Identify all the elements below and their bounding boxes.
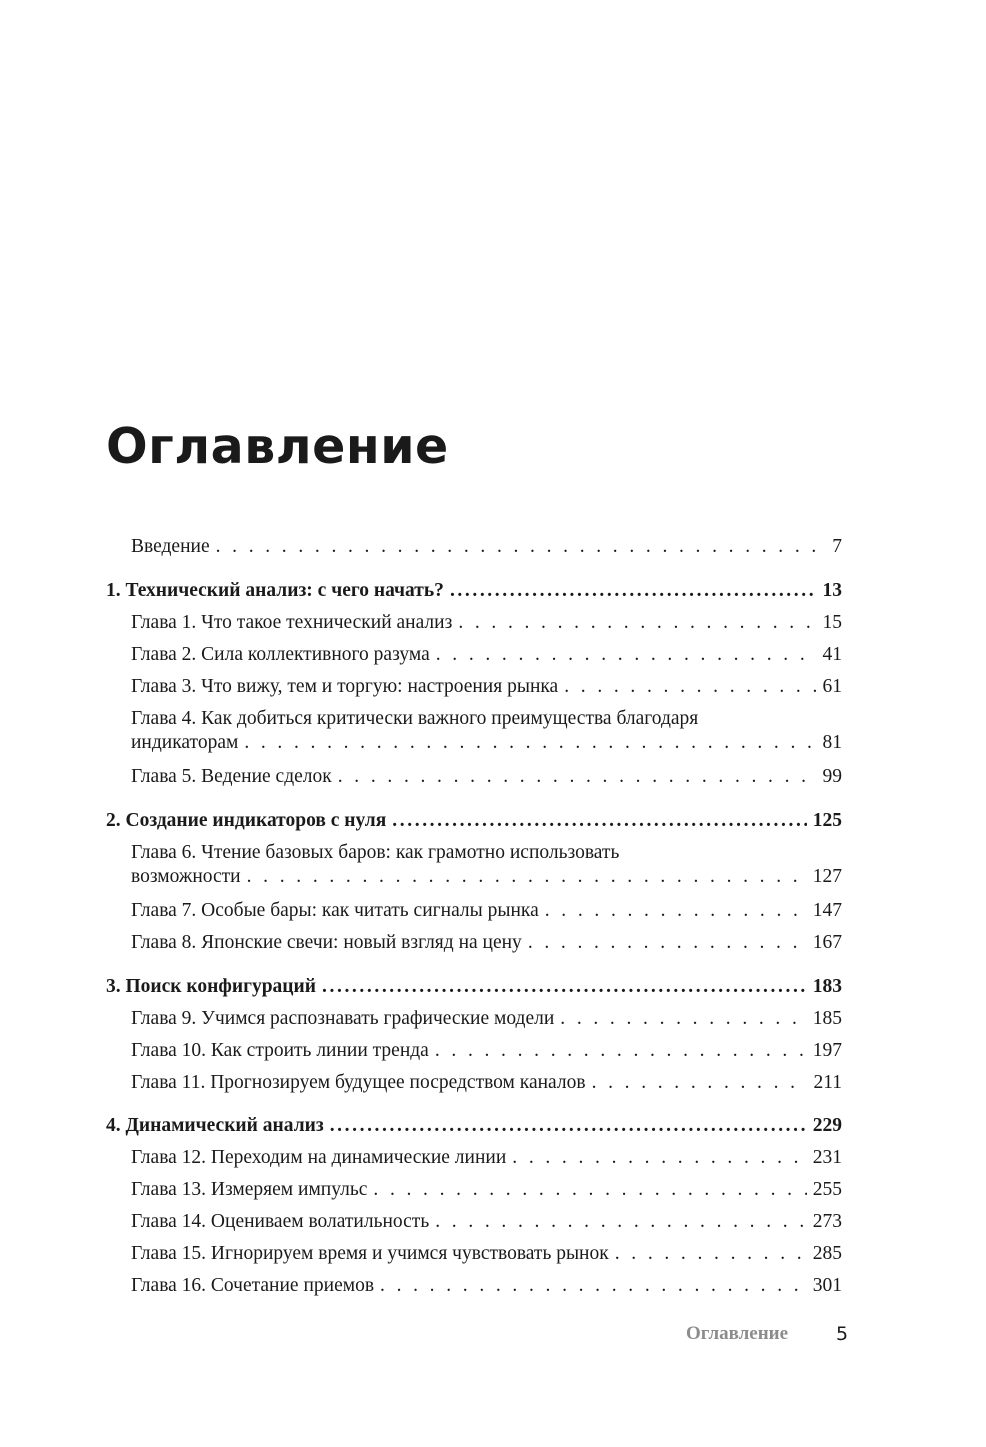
toc-page-number: 125 bbox=[812, 810, 842, 831]
toc-chapter-label: Глава 1. Что такое технический анализ bbox=[131, 612, 453, 633]
toc-page-number: 211 bbox=[813, 1072, 842, 1093]
toc-chapter-15[interactable] bbox=[106, 1242, 842, 1266]
toc-chapter-label: Глава 9. Учимся распознавать графические модели bbox=[131, 1008, 555, 1029]
toc-chapter-label: Глава 8. Японские свечи: новый взгляд на цену bbox=[131, 932, 522, 953]
toc-page-number: 15 bbox=[822, 612, 842, 633]
dot-leader bbox=[615, 1242, 807, 1266]
dot-leader bbox=[338, 765, 817, 789]
toc-page-number: 229 bbox=[812, 1115, 842, 1136]
toc-chapter-8[interactable] bbox=[106, 931, 842, 955]
toc-page-number: 197 bbox=[812, 1040, 842, 1061]
toc-page-number: 185 bbox=[812, 1008, 842, 1029]
toc-chapter-label: Глава 5. Ведение сделок bbox=[131, 766, 332, 787]
toc-entry-intro[interactable] bbox=[106, 535, 842, 559]
toc-page-number: 13 bbox=[822, 580, 842, 601]
toc-page-number: 81 bbox=[822, 732, 842, 753]
toc-page-number: 231 bbox=[812, 1147, 842, 1168]
toc-page-number: 147 bbox=[812, 900, 842, 921]
page-title: Оглавление bbox=[106, 418, 449, 475]
dot-leader bbox=[373, 1178, 806, 1202]
toc-chapter-label: Глава 16. Сочетание приемов bbox=[131, 1275, 375, 1296]
dot-leader bbox=[435, 1210, 807, 1234]
dot-leader bbox=[545, 899, 807, 923]
toc-part-4[interactable] bbox=[106, 1114, 842, 1138]
toc-part-label: 3. Поиск конфигураций bbox=[106, 976, 317, 997]
toc-page-number: 255 bbox=[812, 1179, 842, 1200]
toc-chapter-11[interactable] bbox=[106, 1071, 842, 1095]
toc-chapter-3[interactable] bbox=[106, 675, 842, 699]
toc-chapter-label: Глава 3. Что вижу, тем и торгую: настроения рынка bbox=[131, 676, 559, 697]
toc-chapter-label: Глава 2. Сила коллективного разума bbox=[131, 644, 430, 665]
toc-chapter-label-line2: индикаторам bbox=[131, 732, 239, 753]
dot-leader bbox=[322, 975, 807, 999]
toc-page-number: 99 bbox=[822, 766, 842, 787]
dot-leader bbox=[458, 611, 816, 635]
dot-leader bbox=[512, 1146, 806, 1170]
toc-part-label: 4. Динамический анализ bbox=[106, 1115, 324, 1136]
toc-page-number: 301 bbox=[812, 1275, 842, 1296]
dot-leader bbox=[216, 535, 827, 559]
toc-chapter-4[interactable] bbox=[106, 707, 842, 755]
toc-chapter-label: Глава 15. Игнорируем время и учимся чувствовать рынок bbox=[131, 1243, 609, 1264]
toc-part-1[interactable] bbox=[106, 579, 842, 603]
dot-leader bbox=[450, 579, 817, 603]
toc-chapter-label-line1: Глава 6. Чтение базовых баров: как грамотно использовать bbox=[131, 842, 620, 863]
toc-chapter-label: Глава 7. Особые бары: как читать сигналы рынка bbox=[131, 900, 539, 921]
dot-leader bbox=[380, 1274, 807, 1298]
toc-part-label: 1. Технический анализ: с чего начать? bbox=[106, 580, 444, 601]
toc-chapter-13[interactable] bbox=[106, 1178, 842, 1202]
dot-leader bbox=[560, 1007, 806, 1031]
toc-chapter-2[interactable] bbox=[106, 643, 842, 667]
toc-page-number: 61 bbox=[822, 676, 842, 697]
toc-page-number: 167 bbox=[812, 932, 842, 953]
toc-part-3[interactable] bbox=[106, 975, 842, 999]
toc-page-number: 7 bbox=[832, 536, 842, 557]
running-title: Оглавление bbox=[686, 1323, 789, 1344]
toc-chapter-6[interactable] bbox=[106, 841, 842, 889]
toc-chapter-label: Глава 13. Измеряем импульс bbox=[131, 1179, 368, 1200]
dot-leader bbox=[244, 731, 816, 755]
toc-chapter-9[interactable] bbox=[106, 1007, 842, 1031]
toc-chapter-label: Глава 11. Прогнозируем будущее посредством каналов bbox=[131, 1072, 586, 1093]
dot-leader bbox=[564, 675, 816, 699]
toc-page-number: 285 bbox=[812, 1243, 842, 1264]
dot-leader bbox=[528, 931, 807, 955]
toc-page-number: 127 bbox=[812, 866, 842, 887]
dot-leader bbox=[330, 1114, 807, 1138]
toc-page-number: 41 bbox=[822, 644, 842, 665]
dot-leader bbox=[392, 809, 806, 833]
toc-chapter-16[interactable] bbox=[106, 1274, 842, 1298]
toc-page-number: 183 bbox=[812, 976, 842, 997]
toc-part-label: 2. Создание индикаторов с нуля bbox=[106, 810, 387, 831]
toc-part-2[interactable] bbox=[106, 809, 842, 833]
dot-leader bbox=[592, 1071, 808, 1095]
toc-chapter-10[interactable] bbox=[106, 1039, 842, 1063]
toc-chapter-5[interactable] bbox=[106, 765, 842, 789]
toc-chapter-label: Глава 12. Переходим на динамические линии bbox=[131, 1147, 507, 1168]
toc-chapter-1[interactable] bbox=[106, 611, 842, 635]
dot-leader bbox=[435, 1039, 807, 1063]
toc-entry-label: Введение bbox=[131, 536, 210, 557]
page-number: 5 bbox=[836, 1323, 849, 1345]
toc-chapter-label-line2: возможности bbox=[131, 866, 241, 887]
toc-chapter-12[interactable] bbox=[106, 1146, 842, 1170]
toc-chapter-label: Глава 14. Оцениваем волатильность bbox=[131, 1211, 430, 1232]
toc-chapter-label-line1: Глава 4. Как добиться критически важного преимущества благодаря bbox=[131, 708, 699, 729]
dot-leader bbox=[436, 643, 817, 667]
dot-leader bbox=[247, 865, 807, 889]
toc-chapter-14[interactable] bbox=[106, 1210, 842, 1234]
toc-chapter-label: Глава 10. Как строить линии тренда bbox=[131, 1040, 429, 1061]
toc-chapter-7[interactable] bbox=[106, 899, 842, 923]
table-of-contents bbox=[106, 0, 842, 1447]
toc-page-number: 273 bbox=[812, 1211, 842, 1232]
